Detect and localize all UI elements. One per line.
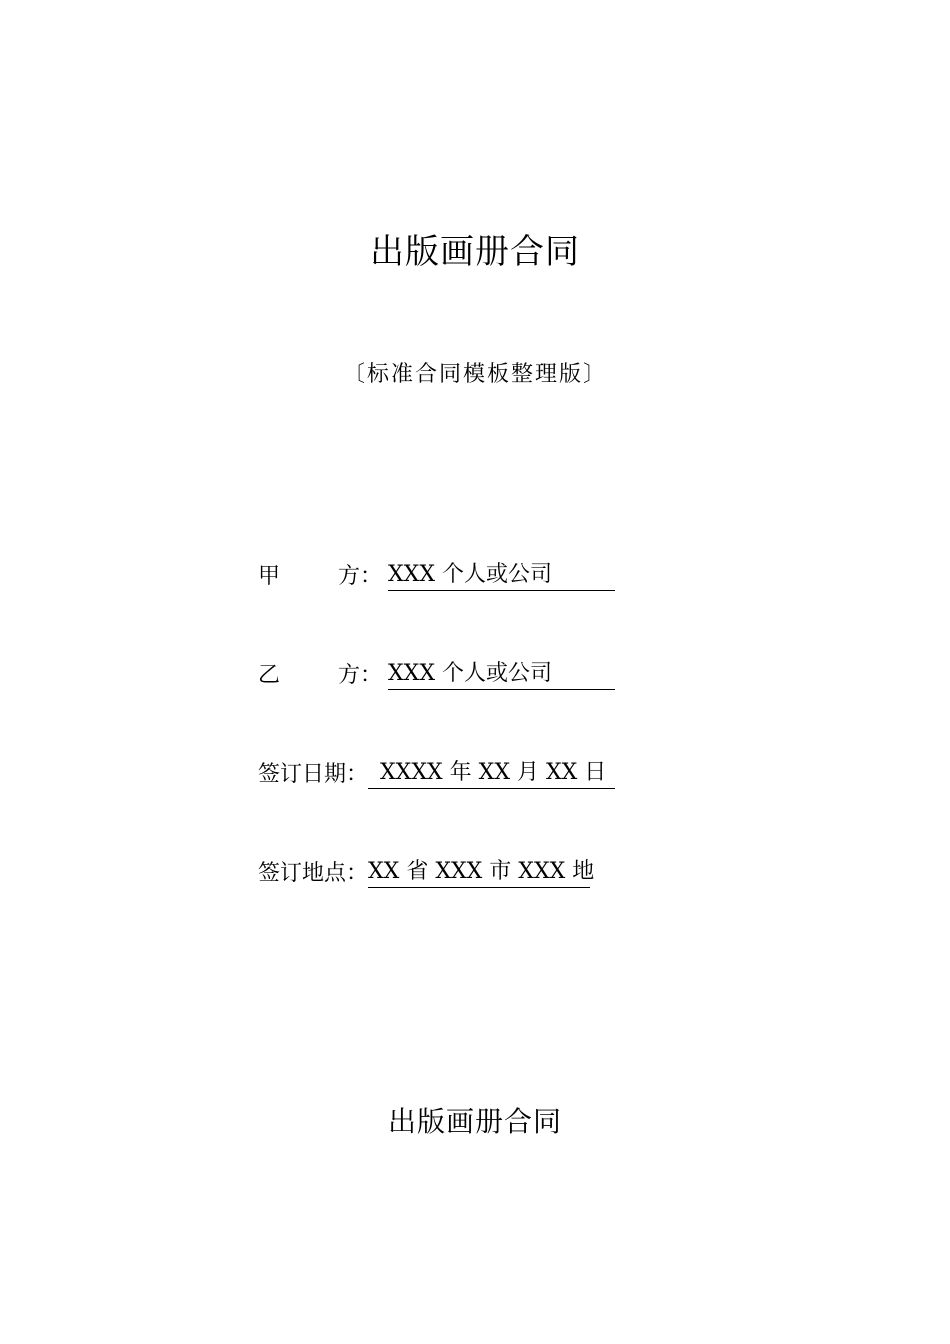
signing-date-label: 签订日期：	[258, 762, 369, 787]
party-a-label-suffix: 方：	[338, 564, 383, 589]
document-title: 出版画册合同	[370, 232, 580, 272]
party-a-label	[258, 560, 388, 594]
body-heading: 出版画册合同	[387, 1105, 562, 1138]
signing-date-field	[258, 758, 615, 792]
signing-place-label: 签订地点：	[258, 861, 369, 886]
party-b-value: XXX 个人或公司	[388, 659, 615, 690]
party-b-label	[258, 659, 388, 693]
party-a-value: XXX 个人或公司	[388, 560, 615, 591]
signing-place-value: XX 省 XXX 市 XXX 地	[368, 857, 590, 888]
party-b-label-char: 乙	[258, 663, 281, 688]
party-b-label-suffix: 方：	[338, 663, 383, 688]
party-b-field	[258, 659, 615, 693]
party-a-field	[258, 560, 615, 594]
signing-date-value: XXXX 年 XX 月 XX 日	[368, 758, 615, 789]
signing-place-field	[258, 857, 595, 891]
document-subtitle: 〔标准合同模板整理版〕	[342, 362, 607, 387]
party-a-label-char: 甲	[258, 564, 281, 589]
